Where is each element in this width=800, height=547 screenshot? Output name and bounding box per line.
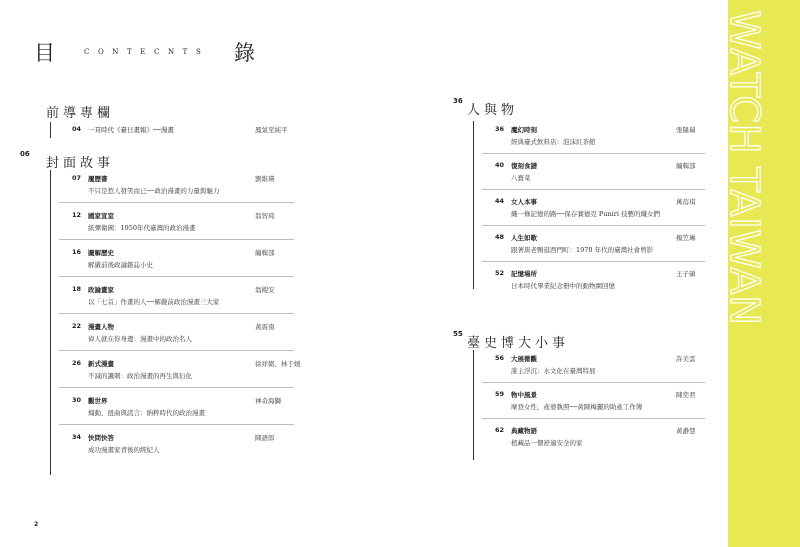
entry-divider [482, 225, 705, 226]
entry-title: 新式漫畫 [88, 360, 114, 368]
section-entries [473, 350, 715, 460]
entry-author: 徐祥弼、林于媛 [255, 360, 301, 368]
section-title: 人與物 [467, 103, 519, 118]
section-title: 前導專欄 [46, 106, 115, 121]
entry-author: 萬蓓琪 [676, 198, 696, 206]
entry-author: 王子碩 [676, 270, 696, 278]
section-header [34, 100, 304, 120]
entry-page-number: 62 [494, 426, 504, 434]
entry-title: 快問快答 [88, 434, 114, 442]
entry-subtitle: 不減的諷刺：政治漫畫的再生與衍化 [88, 372, 192, 380]
entry-author: 楊笠琳 [676, 234, 696, 242]
entry-title: 大展微觀 [511, 355, 537, 363]
entry-title: 圖解歷史 [88, 249, 114, 257]
entry-page-number: 44 [494, 197, 504, 205]
section-entries [50, 170, 304, 475]
section-entries [473, 121, 715, 289]
section-lead-column [34, 100, 304, 134]
entry-divider [482, 261, 705, 262]
entry-author: 許美雲 [676, 355, 696, 363]
section-museum-news [453, 330, 715, 447]
entry-page-number: 30 [71, 396, 81, 404]
entry-page-number: 07 [71, 174, 81, 182]
entry-subtitle: 織一條記憶的路──保存賽德克 Puniri 技藝的織女們 [511, 210, 660, 218]
entry-title: 記憶場所 [511, 270, 537, 278]
entry-page-number: 56 [494, 354, 504, 362]
entry-divider [482, 418, 705, 419]
entry-divider [59, 387, 294, 388]
entry-subtitle: 誰主浮沉：水文化在臺灣特展 [511, 367, 596, 375]
entry-divider [59, 239, 294, 240]
section-title: 封面故事 [46, 156, 115, 171]
entry-title: 人生如歌 [511, 234, 537, 242]
section-header [20, 150, 304, 170]
section-title: 臺史博大小事 [467, 336, 570, 351]
entry-page-number: 16 [71, 248, 81, 256]
entry-subtitle: 解嚴前後政論雜誌小史 [88, 261, 153, 269]
section-start-page: 06 [20, 150, 30, 158]
entry-title: 政論畫家 [88, 286, 114, 294]
entry-page-number: 18 [71, 285, 81, 293]
entry-author: 陳語郎 [255, 434, 275, 442]
entry-divider [59, 276, 294, 277]
entry-title: 觀世界 [88, 397, 108, 405]
entry-divider [482, 153, 705, 154]
left-page-number: 2 [34, 521, 39, 528]
watch-taiwan-sidebar [721, 0, 800, 547]
entry-page-number: 12 [71, 211, 81, 219]
section-start-page: 55 [453, 330, 463, 338]
entry-subtitle: 八寶菜 [511, 174, 531, 182]
entry-subtitle: 煽動、扭曲與謊言：納粹時代的政治漫畫 [88, 409, 205, 417]
entry-subtitle: 紙彈衛國：1950年代臺灣的政治漫畫 [88, 224, 196, 232]
entry-title: 魔幻時刻 [511, 126, 537, 134]
entry-title: 典藏物語 [511, 427, 537, 435]
entry-author: 黃震南 [255, 323, 275, 331]
entry-page-number: 59 [494, 390, 504, 398]
entry-page-number: 22 [71, 322, 81, 330]
toc-heading-char-1: 目 [34, 41, 55, 65]
entry-title: 一頁時代《臺日畫報》──漫畫 [88, 126, 174, 134]
entry-author: 翁智琦 [255, 212, 275, 220]
entry-title: 漫畫人物 [88, 323, 114, 331]
sidebar-logo-text: WATCH TAIWAN [721, 10, 767, 326]
entry-page-number: 48 [494, 233, 504, 241]
entry-subtitle: 成功漫畫家背後的經紀人 [88, 446, 160, 454]
entry-page-number: 36 [494, 125, 504, 133]
entry-title: 物中風景 [511, 391, 537, 399]
entry-divider [482, 382, 705, 383]
entry-author: 鳳氣至純平 [255, 126, 288, 134]
entry-subtitle: 不只是惹人發笑而已──政治漫畫的力量與魅力 [88, 187, 220, 195]
entry-title: 國家宣室 [88, 212, 114, 220]
entry-divider [59, 313, 294, 314]
entry-page-number: 34 [71, 433, 81, 441]
entry-subtitle: 以「七首」作畫的人──解嚴前政治漫畫三大家 [88, 298, 220, 306]
entry-subtitle: 日本時代畢業紀念冊中的動物園回憶 [511, 282, 615, 290]
section-header [453, 330, 715, 350]
entry-subtitle: 跟著唐老鴨逛西門町：1970 年代的臺灣社會剪影 [511, 246, 654, 254]
entry-subtitle: 偉人就在你身邊：漫畫中的政治名人 [88, 335, 192, 343]
entry-author: 翁稷安 [255, 286, 275, 294]
entry-author: 陳奕君 [676, 391, 696, 399]
toc-heading-char-2: 錄 [234, 41, 255, 65]
section-cover-story [20, 150, 304, 454]
entry-page-number: 26 [71, 359, 81, 367]
toc-heading-subtitle: CONTECNTS [84, 48, 210, 56]
entry-subtitle: 摩登女性，產婆執照──黃陳梅麗的助產工作簿 [511, 403, 643, 411]
section-people-and-things [453, 97, 715, 290]
entry-page-number: 52 [494, 269, 504, 277]
entry-page-number: 40 [494, 161, 504, 169]
entry-subtitle: 經典臺式飲料店：泡沫紅茶館 [511, 138, 596, 146]
entry-author: 黃瀞慧 [676, 427, 696, 435]
entry-divider [59, 350, 294, 351]
entry-title: 履歷書 [88, 175, 108, 183]
entry-divider [59, 202, 294, 203]
entry-author: 編輯部 [676, 162, 696, 170]
entry-subtitle: 植藏品一個舒適安全的家 [511, 439, 583, 447]
entry-title: 女人本事 [511, 198, 537, 206]
entry-page-number: 04 [71, 125, 81, 133]
entry-title: 復刻食譜 [511, 162, 537, 170]
entry-author: 張隆瑞 [676, 126, 696, 134]
section-entries [50, 122, 304, 138]
entry-divider [59, 424, 294, 425]
entry-author: 劉維瑛 [255, 175, 275, 183]
section-start-page: 36 [453, 97, 463, 105]
entry-author: 神奇海獅 [255, 397, 281, 405]
entry-divider [482, 189, 705, 190]
entry-author: 編輯部 [255, 249, 275, 257]
section-header [453, 97, 715, 117]
